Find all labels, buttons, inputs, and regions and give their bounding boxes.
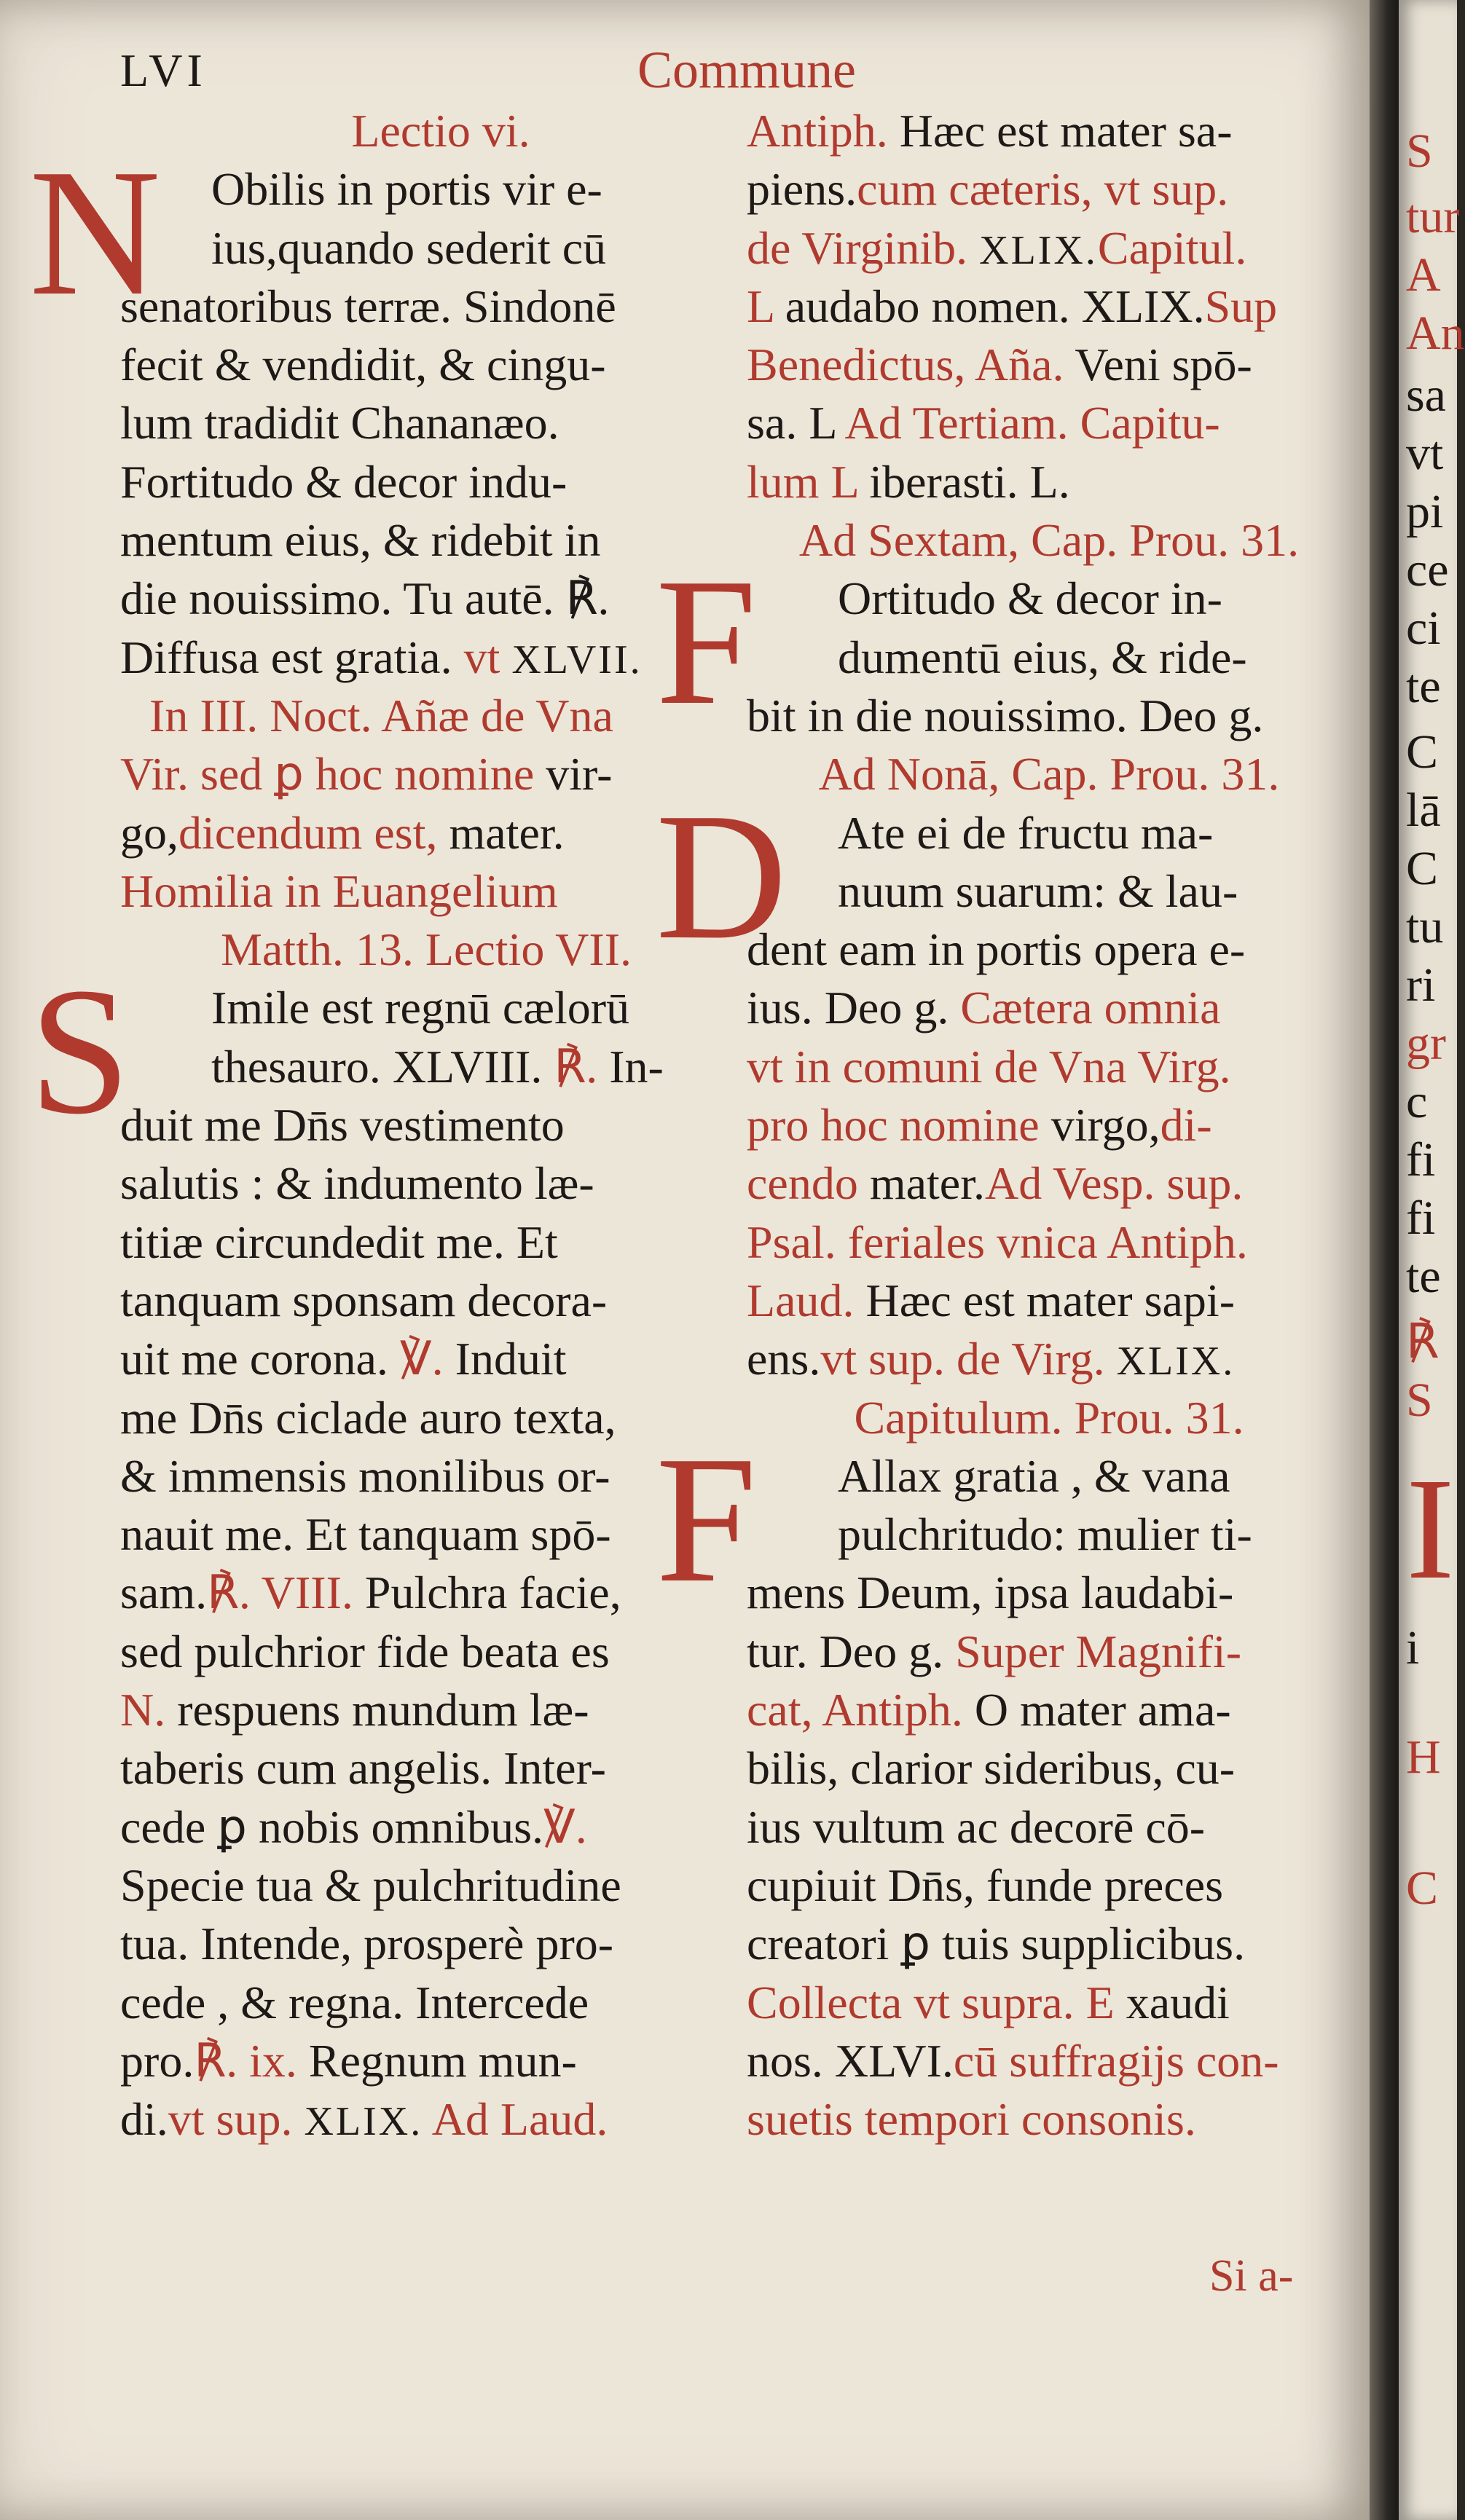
catchword: Si a- <box>1209 2251 1294 2301</box>
text-span: Diffusa est gratia. <box>120 631 452 683</box>
text-span: Hæc est mater sa- <box>899 105 1233 157</box>
rubric-span: N. <box>120 1684 166 1736</box>
rubric-span: dicendum est, <box>178 806 438 859</box>
rubric-span: Antiph. <box>747 105 888 157</box>
text-line <box>120 1681 732 1739</box>
rubric-span: ℣. <box>399 1333 444 1385</box>
text-line: die nouissimo. Tu autē. ℟. <box>120 572 610 625</box>
facing-fragment: c <box>1406 1075 1428 1128</box>
text-span: mater. <box>449 806 565 859</box>
text-line <box>747 1154 1351 1213</box>
reference-number: XLIX. <box>979 227 1098 273</box>
none-rubric: Ad Nonā, Cap. Prou. 31. <box>818 748 1280 800</box>
facing-fragment: te <box>1406 660 1441 713</box>
facing-fragment: C <box>1406 725 1439 779</box>
rubric-span: L <box>747 280 774 332</box>
text-line <box>120 1330 732 1388</box>
text-span: thesauro. XLVIII. <box>211 1040 543 1092</box>
text-line <box>120 1038 732 1096</box>
text-line <box>747 394 1351 452</box>
drop-cap-f2: F <box>656 1418 758 1621</box>
text-line <box>120 1798 732 1856</box>
text-line: dumentū eius, & ride- <box>838 631 1247 683</box>
facing-fragment: te <box>1406 1250 1441 1303</box>
text-line: ius vultum ac decorē cō- <box>747 1800 1206 1853</box>
text-span: vir- <box>546 748 613 800</box>
drop-cap-s: S <box>29 950 131 1153</box>
facing-fragment: ℟ <box>1406 1315 1440 1369</box>
drop-cap-n: N <box>29 132 161 334</box>
text-line: bit in die nouissimo. Deo g. <box>747 689 1264 741</box>
text-span: ius. Deo g. <box>747 982 949 1034</box>
text-line: cede , & regna. Intercede <box>120 1976 589 2028</box>
rubric-span: cendo <box>747 1157 858 1210</box>
text-line: suetis tempori consonis. <box>747 2093 1196 2146</box>
reference-number: XLIX. <box>304 2099 423 2145</box>
text-line: titiæ circundedit me. Et <box>120 1216 558 1268</box>
text-line: salutis : & indumento læ- <box>120 1157 594 1210</box>
facing-page-edge <box>1399 0 1465 2520</box>
text-span: Induit <box>455 1333 567 1385</box>
text-span: respuens mundum læ- <box>177 1684 589 1736</box>
rubric-span: Vir. sed ꝑ hoc nomine <box>120 748 535 800</box>
text-span: ens. <box>747 1333 821 1385</box>
text-line <box>747 1974 1351 2032</box>
page-header <box>0 29 1370 109</box>
book-gutter <box>1370 0 1399 2520</box>
rubric-span: Super Magnifi- <box>955 1625 1241 1677</box>
facing-fragment: gr <box>1406 1017 1446 1070</box>
text-line: ius,quando sederit cū <box>211 221 607 274</box>
text-line: lum tradidit Chananæo. <box>120 397 559 449</box>
text-line: Imile est regnū cælorū <box>211 982 630 1034</box>
text-span: mater. <box>869 1157 985 1210</box>
text-span: xaudi <box>1126 1976 1230 2028</box>
text-line <box>747 277 1351 336</box>
text-span: sam. <box>120 1567 208 1619</box>
text-line: senatoribus terræ. Sindonē <box>120 280 616 332</box>
capitulum-rubric: Capitulum. Prou. 31. <box>854 1391 1244 1444</box>
nocturn-rubric: In III. Noct. Añæ de Vna <box>149 689 613 741</box>
rubric-span: ℟. ix. <box>194 2034 297 2087</box>
text-line <box>747 979 1351 1037</box>
right-column <box>656 102 1351 2149</box>
rubric-span: vt <box>463 631 500 683</box>
text-line <box>747 1681 1351 1739</box>
rubric-span: di- <box>1160 1099 1212 1151</box>
text-span: nos. XLVI. <box>747 2034 954 2087</box>
text-line: vt in comuni de Vna Virg. <box>747 1040 1231 1092</box>
rubric-span: de Virginib. <box>747 221 968 274</box>
rubric-span: ℣. <box>543 1800 587 1853</box>
rubric-span: ℟. VIII. <box>207 1567 353 1619</box>
text-line: Ortitudo & decor in- <box>838 572 1222 625</box>
text-line: tanquam sponsam decora- <box>120 1274 608 1326</box>
rubric-span: cū suffragijs con- <box>953 2034 1279 2087</box>
homilia-subheading: Matth. 13. Lectio VII. <box>220 924 632 976</box>
reference-number: XLVII. <box>511 637 643 682</box>
text-span: go, <box>120 806 178 859</box>
running-head: Commune <box>637 41 856 99</box>
text-line: nuum suarum: & lau- <box>838 865 1238 917</box>
text-line: mens Deum, ipsa laudabi- <box>747 1567 1234 1619</box>
text-line <box>747 1330 1351 1388</box>
facing-fragment: vt <box>1406 427 1444 480</box>
facing-fragment: pi <box>1406 485 1444 538</box>
text-line <box>120 1564 732 1622</box>
text-line: fecit & vendidit, & cingu- <box>120 339 606 391</box>
text-line: creatori ꝑ tuis supplicibus. <box>747 1918 1246 1970</box>
text-line: Fortitudo & decor indu- <box>120 455 567 508</box>
facing-fragment: H <box>1406 1730 1441 1784</box>
text-span: Regnum mun- <box>308 2034 577 2087</box>
text-line <box>747 160 1351 218</box>
text-line <box>747 1272 1351 1330</box>
text-line <box>747 453 1351 511</box>
drop-cap-d: D <box>656 775 788 977</box>
rubric-span: Ad Vesp. sup. <box>984 1157 1244 1210</box>
text-line <box>747 1623 1351 1681</box>
rubric-span: Benedictus, Aña. <box>747 339 1064 391</box>
text-span: virgo, <box>1050 1099 1160 1151</box>
rubric-span: vt sup. de Virg. <box>820 1333 1105 1385</box>
text-line <box>120 629 732 687</box>
rubric-span: Collecta vt supra. E <box>747 1976 1115 2028</box>
text-line: cupiuit Dn̄s, funde preces <box>747 1859 1224 1911</box>
rubric-span: pro hoc nomine <box>747 1099 1040 1151</box>
reference-number: XLIX. <box>1116 1339 1236 1385</box>
text-line: Specie tua & pulchritudine <box>120 1859 621 1911</box>
text-line: dent eam in portis opera e- <box>747 924 1246 976</box>
facing-fragment: lā <box>1406 784 1441 837</box>
facing-fragment: S <box>1406 1374 1433 1427</box>
facing-fragment: tur <box>1406 190 1460 243</box>
text-line <box>747 1096 1351 1154</box>
facing-fragment: i <box>1406 1621 1420 1674</box>
rubric-span: cum cæteris, vt sup. <box>857 163 1229 216</box>
text-span: sa. L <box>747 397 836 449</box>
text-line: duit me Dn̄s vestimento <box>120 1099 565 1151</box>
text-span: Pulchra facie, <box>364 1567 621 1619</box>
text-line: pulchritudo: mulier ti- <box>838 1508 1252 1561</box>
text-line <box>747 102 1351 160</box>
facing-fragment: C <box>1406 842 1439 895</box>
text-line: Allax gratia , & vana <box>838 1449 1230 1502</box>
facing-fragment: I <box>1406 1449 1455 1610</box>
text-span: iberasti. L. <box>869 455 1070 508</box>
text-line <box>747 2032 1351 2090</box>
text-span: In- <box>609 1040 664 1092</box>
text-span: tur. Deo g. <box>747 1625 944 1677</box>
text-line: sed pulchrior fide beata es <box>120 1625 610 1677</box>
text-line: me Dn̄s ciclade auro texta, <box>120 1391 616 1444</box>
lectio-heading: Lectio vi. <box>351 105 530 157</box>
text-span: di. <box>120 2093 168 2146</box>
rubric-span: Ad Laud. <box>431 2093 608 2146</box>
rubric-span: lum L <box>747 455 858 508</box>
text-span: piens. <box>747 163 857 216</box>
facing-fragment: S <box>1406 125 1433 178</box>
facing-fragment: ce <box>1406 543 1449 596</box>
text-span: cede ꝑ nobis omnibus. <box>120 1800 543 1853</box>
facing-fragment: fi <box>1406 1133 1436 1186</box>
facing-fragment: An <box>1406 307 1465 360</box>
rubric-span: Cætera omnia <box>960 982 1221 1034</box>
rubric-span: Laud. <box>747 1274 855 1326</box>
text-span: audabo nomen. XLIX. <box>785 280 1205 332</box>
text-line: Psal. feriales vnica Antiph. <box>747 1216 1248 1268</box>
text-span: O mater ama- <box>974 1684 1231 1736</box>
facing-fragment: ri <box>1406 958 1436 1012</box>
text-line: mentum eius, & ridebit in <box>120 514 601 567</box>
rubric-span: ℟. <box>554 1040 598 1092</box>
text-line <box>120 745 732 803</box>
drop-cap-f: F <box>656 541 758 744</box>
text-line: Ate ei de fructu ma- <box>838 806 1214 859</box>
text-line: nauit me. Et tanquam spō- <box>120 1508 611 1561</box>
facing-fragment: sa <box>1406 369 1446 422</box>
text-line: Obilis in portis vir e- <box>211 163 602 216</box>
rubric-span: cat, Antiph. <box>747 1684 963 1736</box>
text-span: Veni spō- <box>1075 339 1252 391</box>
sext-rubric: Ad Sextam, Cap. Prou. 31. <box>798 514 1300 567</box>
text-span: pro. <box>120 2034 195 2087</box>
rubric-span: vt sup. <box>168 2093 293 2146</box>
folio-number: LVI <box>120 44 207 96</box>
text-span: uit me corona. <box>120 1333 388 1385</box>
rubric-span: Sup <box>1204 280 1278 332</box>
text-span: Hæc est mater sapi- <box>865 1274 1235 1326</box>
left-column <box>29 102 732 2149</box>
text-line <box>120 804 732 862</box>
facing-fragment: C <box>1406 1862 1439 1915</box>
facing-fragment: ci <box>1406 602 1441 655</box>
text-line: bilis, clarior sideribus, cu- <box>747 1742 1236 1795</box>
facing-fragment: A <box>1406 248 1441 302</box>
rubric-span: Ad Tertiam. Capitu- <box>844 397 1220 449</box>
text-line <box>747 336 1351 394</box>
text-line: tua. Intende, prosperè pro- <box>120 1918 614 1970</box>
homilia-heading: Homilia in Euangelium <box>120 865 558 917</box>
text-line: & immensis monilibus or- <box>120 1449 610 1502</box>
text-line <box>120 2032 732 2090</box>
rubric-span: Capitul. <box>1097 221 1247 274</box>
facing-fragment: tu <box>1406 900 1444 953</box>
facing-fragment: fi <box>1406 1192 1436 1245</box>
text-line <box>120 2090 732 2149</box>
text-line <box>747 219 1351 277</box>
text-line: taberis cum angelis. Inter- <box>120 1742 606 1795</box>
